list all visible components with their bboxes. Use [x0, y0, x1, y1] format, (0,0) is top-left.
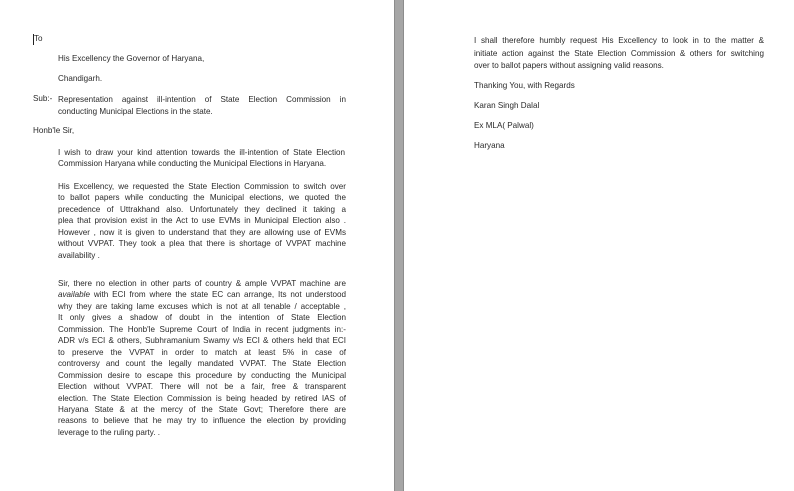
subject-label: Sub:-: [33, 94, 53, 103]
to-label: To: [34, 34, 43, 43]
paragraph-line: election. The State Election Commission is being headed by retired IAS of: [58, 393, 346, 403]
paragraph-line: plea that provision exist in the Act to use EVMs in Municipal Election also .: [58, 216, 346, 226]
paragraph-line: Commission. The Honb'le Supreme Court of India in recent judgments in:-: [58, 324, 346, 334]
paragraph-line: initiate action against the State Election Commission & others for switching: [474, 48, 764, 58]
paragraph-line: Sir, there no election in other parts of country & ample VVPAT machine are: [58, 279, 346, 288]
paragraph-line: leverage to the ruling party. .: [58, 427, 160, 437]
paragraph-line: to preserve the VVPAT in order to match at least 5% in case of: [58, 347, 346, 357]
signatory-title: Ex MLA( Palwal): [474, 121, 534, 130]
signatory-name: Karan Singh Dalal: [474, 101, 540, 110]
page-separator: [394, 0, 404, 491]
addressee: His Excellency the Governor of Haryana,: [58, 54, 205, 63]
paragraph-line: However , now it is given to understand that they are allowing use of EVMs: [58, 227, 346, 237]
salutation: Honb'le Sir,: [33, 126, 75, 135]
subject-line: conducting Municipal Elections in the state.: [58, 106, 213, 116]
paragraph-line: His Excellency, we requested the State Election Commission to switch over: [58, 182, 346, 191]
city: Chandigarh.: [58, 74, 103, 83]
paragraph-line: ADR v/s ECI & others, Subhramanium Swamy v/s ECI & others held that ECI: [58, 336, 346, 346]
paragraph-line: reasons to believe that he may try to influence the election by providing: [58, 416, 346, 426]
document-page-right: [404, 0, 794, 491]
paragraph-line: over to ballot papers without assigning valid reasons.: [474, 61, 664, 70]
paragraph-line: Haryana State & at the mercy of the State Govt; Therefore there are: [58, 404, 346, 414]
paragraph-line: without VVPAT. They took a plea that there is shortage of VVPAT machine: [58, 239, 346, 249]
italic-word: available: [58, 290, 90, 300]
paragraph-line: controversy and count the legally mandated VVPAT. The State Election: [58, 359, 346, 369]
paragraph-line: I shall therefore humbly request His Excellency to look in to the matter &: [474, 36, 764, 45]
request-paragraph: [474, 35, 764, 73]
paragraph-line: why they are taking lame excuses which is not at all tenable / acceptable ,: [58, 301, 346, 311]
paragraph-line: Commission Haryana while conducting the Municipal Elections in Haryana.: [58, 159, 327, 169]
paragraph-line: availability .: [58, 250, 100, 260]
document-page-left: [0, 0, 394, 491]
paragraph-line: [58, 289, 346, 300]
paragraph-line: It only gives a shadow of doubt in the intention of State Election: [58, 313, 346, 323]
subject-text: [58, 94, 346, 117]
paragraph-2: [58, 181, 346, 261]
paragraph-line: precedence of Uttrakhand also. Unfortunately they declined it taking a: [58, 204, 346, 214]
paragraph-line: to ballot papers while conducting the Municipal elections, we quoted the: [58, 193, 346, 203]
subject-line: Representation against ill-intention of State Election Commission in: [58, 95, 346, 104]
paragraph-3: [58, 278, 346, 438]
signatory-state: Haryana: [474, 141, 505, 150]
paragraph-line-rest: with ECI from where the state EC can arrange, Its not understood: [93, 290, 347, 300]
closing: Thanking You, with Regards: [474, 81, 575, 90]
paragraph-line: I wish to draw your kind attention towards the ill-intention of State Election: [58, 148, 345, 157]
paragraph-line: Commission desire to escape this procedure by conducting the Municipal: [58, 370, 346, 380]
paragraph-line: Election without VVPAT. There will not be a fair, free & transparent: [58, 382, 346, 392]
paragraph-1: [58, 147, 345, 170]
